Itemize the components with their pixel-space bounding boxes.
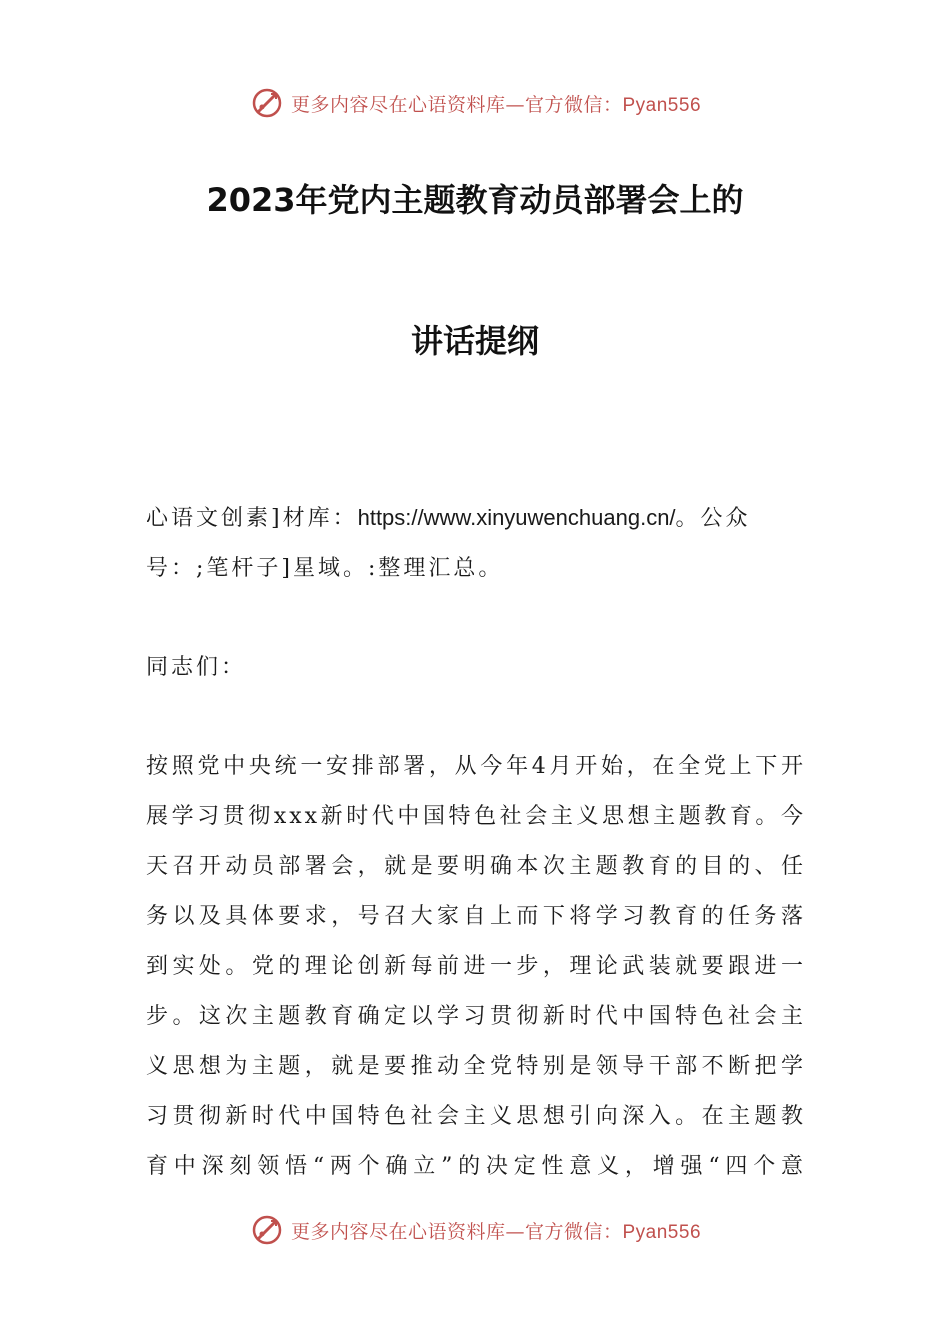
body-paragraph xyxy=(146,742,806,1192)
source-note xyxy=(146,493,806,594)
source-url-link[interactable]: https://www.xinyuwenchuang.cn/ xyxy=(357,505,676,530)
banner-wechat-id: Pyan556 xyxy=(622,94,702,116)
document-title-line-1: 2023年党内主题教育动员部署会上的 xyxy=(206,181,744,219)
greeting: 同志们： xyxy=(146,655,247,680)
source-note-line-1 xyxy=(146,493,806,544)
paragraph-line: 务以及具体要求，号召大家自上而下将学习教育的任务落 xyxy=(146,904,806,929)
paragraph-line: 义思想为主题，就是要推动全党特别是领导干部不断把学 xyxy=(146,1054,806,1079)
header-banner xyxy=(0,83,950,123)
banner-wechat-id: Pyan556 xyxy=(622,1221,702,1243)
source-note-prefix: 心语文创素]材库： xyxy=(146,506,358,531)
source-note-suffix: 。公众 xyxy=(675,506,751,531)
paragraph-line: 习贯彻新时代中国特色社会主义思想引向深入。在主题教 xyxy=(146,1104,806,1129)
footer-banner xyxy=(0,1210,950,1250)
paragraph-line: 展学习贯彻xxx新时代中国特色社会主义思想主题教育。今 xyxy=(146,804,806,829)
paragraph-line: 到实处。党的理论创新每前进一步，理论武装就要跟进一 xyxy=(146,954,806,979)
paragraph-line: 步。这次主题教育确定以学习贯彻新时代中国特色社会主 xyxy=(146,1004,806,1029)
source-note-line-2: 号：;笔杆子]星域。:整理汇总。 xyxy=(146,556,504,581)
paragraph-line: 按照党中央统一安排部署，从今年4月开始，在全党上下开 xyxy=(146,754,806,779)
paragraph-line: 天召开动员部署会，就是要明确本次主题教育的目的、任 xyxy=(146,854,806,879)
paragraph-line: 育中深刻领悟“两个确立”的决定性意义，增强“四个意 xyxy=(146,1154,806,1179)
document-title-line-2: 讲话提纲 xyxy=(410,322,539,360)
banner-label: 更多内容尽在心语资料库—官方微信： xyxy=(290,1220,623,1243)
pen-logo-icon xyxy=(249,85,285,121)
banner-text xyxy=(291,90,701,117)
banner-label: 更多内容尽在心语资料库—官方微信： xyxy=(290,93,623,116)
pen-logo-icon xyxy=(249,1212,285,1248)
banner-text xyxy=(291,1217,701,1244)
